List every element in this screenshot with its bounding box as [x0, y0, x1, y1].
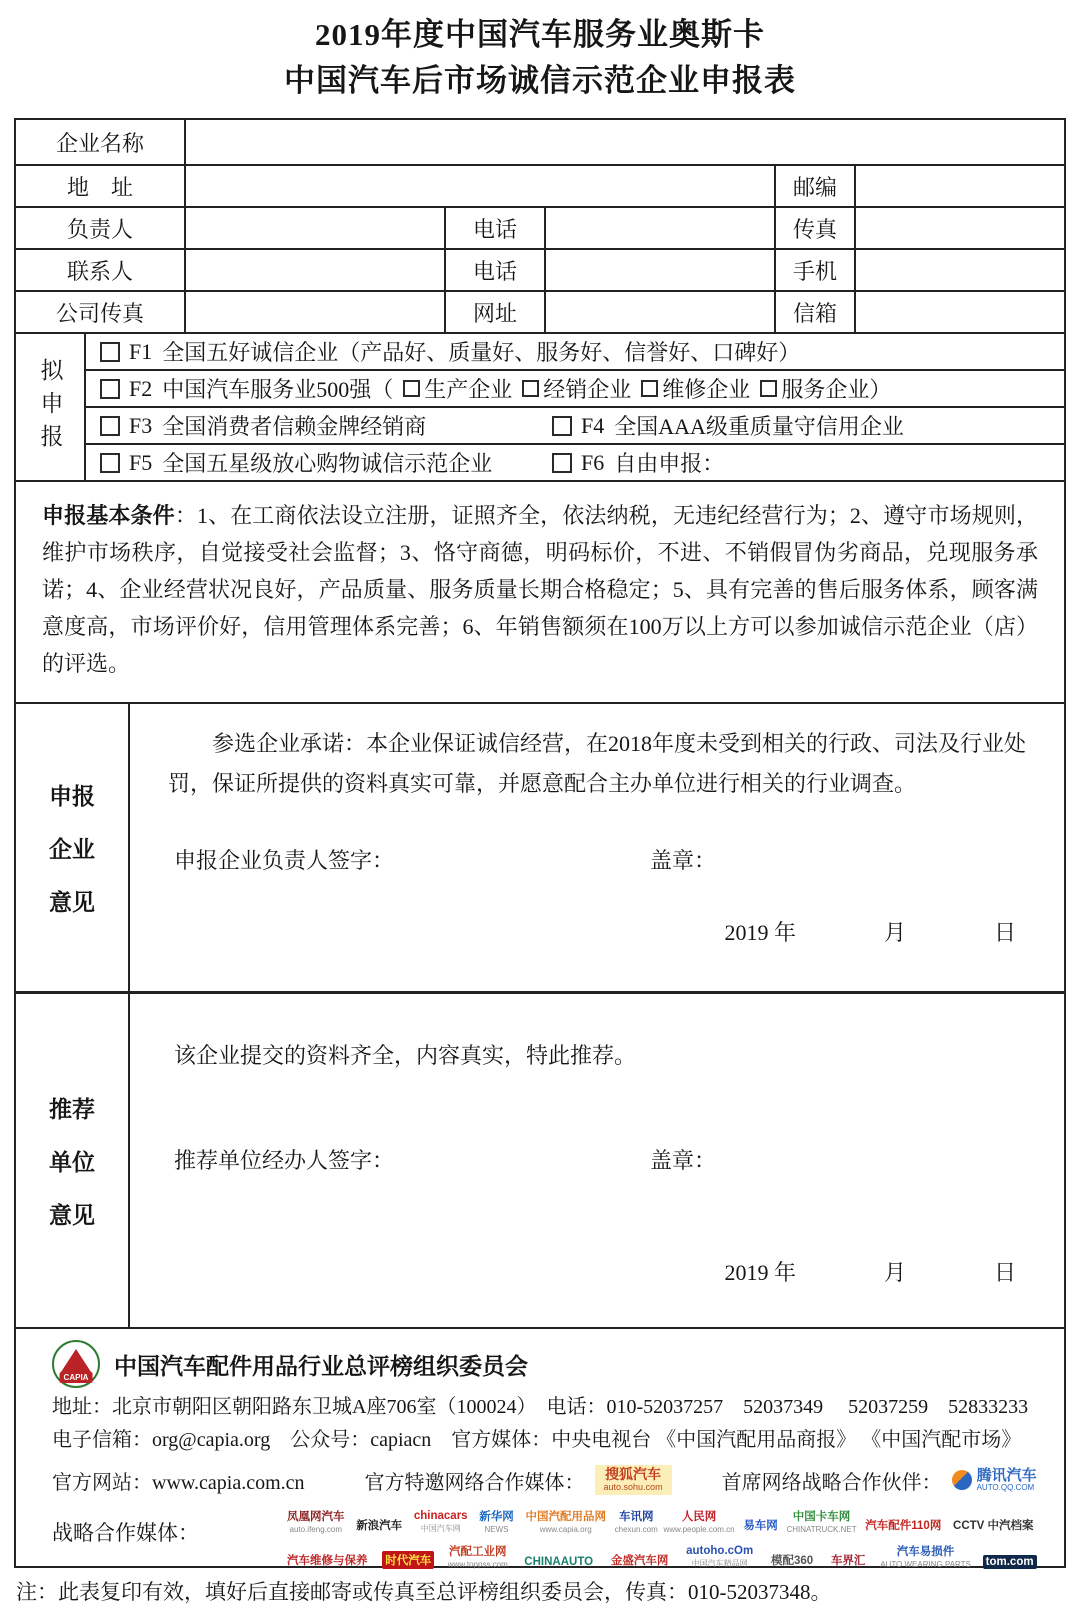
company-opinion-body: [130, 704, 1064, 991]
footer-website-line: 官方网站：www.capia.com.cn: [52, 1471, 305, 1494]
recommend-opinion-label-line2: 单位: [49, 1149, 95, 1175]
org-name: 中国汽车配件用品行业总评榜组织委员会: [114, 1352, 528, 1379]
media-logo-people: 人民网 www.people.com.cn: [663, 1511, 735, 1534]
f2-suffix: ）: [869, 377, 892, 402]
fax-label: 传真: [776, 208, 856, 248]
footer-cell: [16, 1329, 1073, 1569]
checkbox-f5-icon[interactable]: [100, 453, 120, 473]
f3-text: 全国消费者信赖金牌经销商: [162, 414, 427, 439]
recommend-statement-text: 该企业提交的资料齐全，内容真实，特此推荐。: [174, 1043, 637, 1068]
media-logo-autoho: autoho.cOm 中国汽车精品网: [686, 1545, 754, 1568]
media-logo-chexun: 车讯网 chexun.com: [614, 1511, 658, 1534]
principal-field[interactable]: [186, 208, 446, 248]
capia-triangle-icon: [61, 1349, 91, 1372]
footer-web-row: [52, 1457, 1037, 1503]
org-row: [52, 1337, 1037, 1391]
company-sign-row: [174, 844, 1064, 875]
media-logo-chejiehui: 车界汇: [830, 1555, 866, 1567]
media-logo-xinhua: 新华网 NEWS: [479, 1511, 514, 1534]
recommend-sign-row: [174, 1144, 1064, 1175]
checkbox-f2-repair-icon[interactable]: [641, 380, 658, 397]
sohu-auto-logo: [595, 1465, 672, 1494]
strategic-media-label: 战略合作媒体：: [52, 1521, 199, 1545]
mobile-field[interactable]: [856, 250, 1064, 290]
postcode-label: 邮编: [776, 166, 856, 206]
media-logo-chinatruck: 中国卡车网 CHINATRUCK.NET: [786, 1511, 857, 1534]
media-logo-times-auto: 时代汽车: [382, 1551, 434, 1569]
company-opinion-label-line3: 意见: [49, 889, 95, 915]
sohu-auto-logo-name: 搜狐汽车: [605, 1466, 662, 1483]
declare-option-f3: [100, 410, 552, 441]
footer-email-line: 电子信箱：org@capia.org 公众号：capiacn 官方媒体：中央电视台 《中国汽配用品商报》 《中国汽配市场》: [52, 1429, 1022, 1451]
address-label: 地 址: [16, 166, 186, 206]
row-contact: [16, 250, 1064, 292]
checkbox-f2-service-icon[interactable]: [760, 380, 777, 397]
tencent-auto-logo-sub: AUTO.QQ.COM: [976, 1483, 1035, 1492]
f1-text: 全国五好诚信企业（产品好、质量好、服务好、信誉好、口碑好）: [162, 340, 801, 365]
conditions-heading: 申报基本条件: [42, 503, 175, 528]
checkbox-f2-distribution-icon[interactable]: [522, 380, 539, 397]
recommend-opinion-label: [16, 994, 130, 1327]
media-logo-sina: 新浪汽车: [356, 1520, 403, 1532]
title-line-2: 中国汽车后市场诚信示范企业申报表: [284, 63, 796, 98]
company-pledge-text: 参选企业承诺：本企业保证诚信经营，在2018年度未受到相关的行政、司法及行业处罚，保证所提供的资料真实可靠，并愿意配合主办单位进行相关的行业调查。: [168, 731, 1027, 796]
address-field[interactable]: [186, 166, 776, 206]
recommend-sign-label[interactable]: 推荐单位经办人签字：: [174, 1148, 395, 1173]
media-logo-mopei360: 模配360: [770, 1555, 814, 1567]
title-line-1: 2019年度中国汽车服务业奥斯卡: [315, 17, 765, 52]
declare-option-f4: [552, 410, 904, 441]
conditions-section: [16, 482, 1064, 704]
f5-code: F5: [129, 449, 153, 475]
checkbox-f4-icon[interactable]: [552, 416, 572, 436]
media-logo-qipei-industry: 汽配工业网 www.toppss.com: [447, 1546, 508, 1569]
recommend-opinion-body: [130, 994, 1064, 1327]
conditions-text-cell: [16, 482, 1064, 702]
f2-option-repair: 维修企业: [662, 377, 751, 402]
principal-phone-field[interactable]: [546, 208, 776, 248]
company-opinion-section: [16, 704, 1064, 994]
media-logo-chinaauto: CHINAAUTO: [524, 1556, 594, 1568]
f1-code: F1: [129, 338, 153, 364]
recommend-opinion-section: [16, 994, 1064, 1329]
checkbox-f6-icon[interactable]: [552, 453, 572, 473]
declare-option-f3-f4: [86, 408, 1064, 445]
company-name-label: 企业名称: [16, 120, 186, 164]
company-sign-label[interactable]: 申报企业负责人签字：: [174, 848, 395, 873]
recommend-date-row[interactable]: 2019 年 月 日: [724, 1260, 1016, 1285]
company-opinion-label-line1: 申报: [49, 783, 95, 809]
row-principal: [16, 208, 1064, 250]
row-company-fax: [16, 292, 1064, 334]
conditions-body: ：1、在工商依法设立注册，证照齐全，依法纳税，无违纪经营行为；2、遵守市场规则，维护市场秩序，自觉接受社会监督；3、恪守商德，明码标价，不进、不销假冒伪劣商品，兑现服务承诺；4、企业经营状况良好，产品质量、服务质量长期合格稳定；5、具有完善的售后服务体系，顾客满意度高，市场评价好，信用管理体系完善；6、年销售额须在100万以上方可以参加诚信示范企业（店）的评选。: [42, 503, 1038, 676]
tencent-globe-icon: [952, 1470, 972, 1490]
media-logo-row-1: [284, 1507, 1037, 1534]
f4-text: 全国AAA级重质量守信用企业: [614, 414, 904, 439]
declare-section-label-cell: [16, 334, 86, 480]
principal-label: 负责人: [16, 208, 186, 248]
media-logo-ifeng: 凤凰网汽车 auto.ifeng.com: [287, 1511, 345, 1534]
sohu-auto-logo-sub: auto.sohu.com: [603, 1481, 663, 1492]
form-table: [14, 118, 1066, 1568]
contact-field[interactable]: [186, 250, 446, 290]
declare-option-f5-f6: [86, 445, 1064, 480]
website-field[interactable]: [546, 292, 776, 332]
chief-partner-label: 首席网络战略合作伙伴：: [721, 1471, 942, 1494]
company-date-row[interactable]: 2019 年 月 日: [724, 920, 1016, 945]
tencent-auto-logo: [952, 1468, 1037, 1492]
f5-text: 全国五星级放心购物诚信示范企业: [162, 451, 493, 476]
declare-section-label: 拟申报: [37, 357, 63, 457]
media-logo-qipei110: 汽车配件110网: [865, 1520, 942, 1532]
form-title: [0, 0, 1080, 104]
footer-address-line: 地址：北京市朝阳区朝阳路东卫城A座706室（100024） 电话：010-52037257 52037349 52037259 52833233: [52, 1396, 1029, 1418]
media-logo-jinsheng: 金盛汽车网: [610, 1555, 669, 1567]
f2-option-distribution: 经销企业: [543, 377, 632, 402]
recommend-seal-label[interactable]: 盖章：: [650, 1148, 717, 1173]
declare-option-f1: [86, 334, 1064, 371]
principal-phone-label: 电话: [446, 208, 546, 248]
media-logo-wearing-parts: 汽车易损件 AUTO WEARING PARTS: [880, 1546, 971, 1569]
row-address: [16, 166, 1064, 208]
declare-options: [86, 334, 1064, 480]
media-logo-rows: [284, 1507, 1037, 1569]
invited-media-label: 官方特邀网络合作媒体：: [364, 1471, 585, 1494]
website-label: 网址: [446, 292, 546, 332]
mobile-label: 手机: [776, 250, 856, 290]
media-logo-capia-net: 中国汽配用品网 www.capia.org: [525, 1511, 606, 1534]
contact-label: 联系人: [16, 250, 186, 290]
f6-text: 自由申报：: [614, 451, 725, 476]
declare-option-f6: [552, 447, 724, 478]
media-logo-cctv: CCTV 中汽档案: [953, 1520, 1034, 1532]
checkbox-f1-icon[interactable]: [100, 342, 120, 362]
f2-option-service: 服务企业: [781, 377, 870, 402]
declare-option-f5: [100, 447, 552, 478]
media-logo-chinacars: chinacars 中国汽车网: [413, 1510, 468, 1533]
postcode-field[interactable]: [856, 166, 1064, 206]
capia-logo-text: CAPIA: [60, 1372, 93, 1383]
media-logo-tom: tom.com: [983, 1555, 1037, 1569]
checkbox-f3-icon[interactable]: [100, 416, 120, 436]
declare-option-f2: [86, 371, 1064, 408]
capia-logo: [52, 1340, 100, 1388]
tencent-auto-logo-name: 腾讯汽车: [976, 1467, 1037, 1484]
checkbox-f2-icon[interactable]: [100, 379, 120, 399]
company-seal-label[interactable]: 盖章：: [650, 848, 717, 873]
footer-note: 注：此表复印有效，填好后直接邮寄或传真至总评榜组织委员会，传真：010-52037348。: [16, 1580, 832, 1604]
row-company-name: [16, 120, 1064, 166]
contact-phone-label: 电话: [446, 250, 546, 290]
mailbox-label: 信箱: [776, 292, 856, 332]
strategic-media-block: [52, 1507, 1037, 1569]
recommend-opinion-label-line3: 意见: [49, 1202, 95, 1228]
f2-option-production: 生产企业: [424, 377, 513, 402]
media-logo-repair-maintain: 汽车维修与保养: [287, 1555, 368, 1567]
media-logo-row-2: [284, 1542, 1037, 1569]
company-opinion-label: [16, 704, 130, 991]
f6-code: F6: [581, 449, 605, 475]
media-logo-yiche: 易车网: [743, 1520, 778, 1532]
f2-prefix: 中国汽车服务业500强（: [162, 377, 394, 402]
company-fax-field[interactable]: [186, 292, 446, 332]
f3-code: F3: [129, 412, 153, 438]
recommend-opinion-label-line1: 推荐: [49, 1096, 95, 1122]
company-name-field[interactable]: [186, 120, 1064, 164]
fax-field[interactable]: [856, 208, 1064, 248]
f2-code: F2: [129, 375, 153, 401]
checkbox-f2-production-icon[interactable]: [403, 380, 420, 397]
mailbox-field[interactable]: [856, 292, 1064, 332]
company-opinion-label-line2: 企业: [49, 836, 95, 862]
company-fax-label: 公司传真: [16, 292, 186, 332]
declare-section: [16, 334, 1064, 482]
contact-phone-field[interactable]: [546, 250, 776, 290]
footer-section: [16, 1329, 1064, 1569]
f4-code: F4: [581, 412, 605, 438]
